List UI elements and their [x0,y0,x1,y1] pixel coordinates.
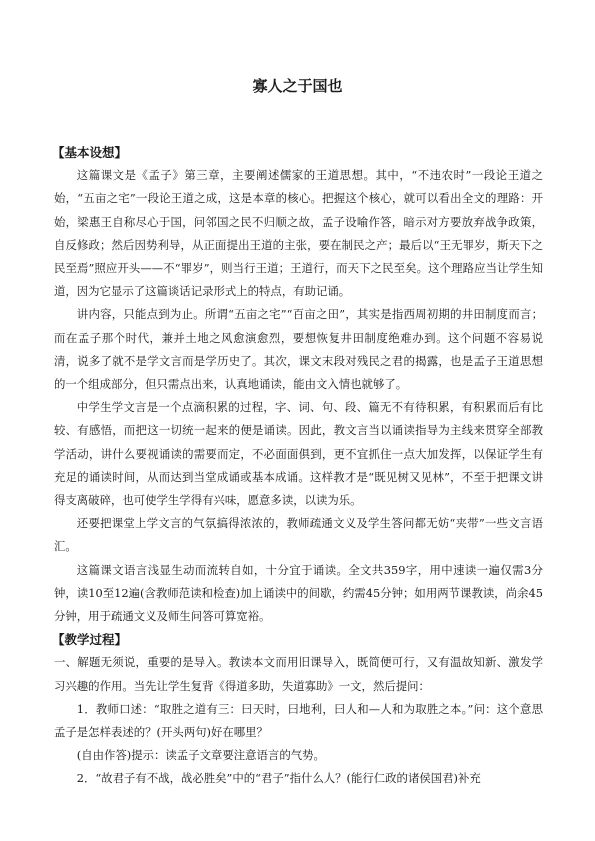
paragraph: 还要把课堂上学文言的气氛搞得浓浓的，教师疏通文义及学生答问都无妨“夹带”一些文言语汇。 [54,516,543,554]
section-heading-teaching-process: 【教学过程】 [52,632,128,648]
paragraph: 中学生学文言是一个点滴积累的过程，字、词、句、段、篇无不有待积累，有积累而后有比较、有感悟，而把这一切统一起来的便是诵读。因此，教文言当以诵读指导为主线来贯穿全部教学活动，讲什么要视诵读的需要而定，不必面面俱到，更不宜抓住一点大加发挥，以保证学生有充足的诵读时间，从而达到当堂成诵或基本成诵。这样教才是“既见树又见林”，不至于把课文讲得支离破碎，也可使学生学得有兴味，愿意多读，以读为乐。 [54,400,543,508]
paragraph: 这篇课文是《孟子》第三章，主要阐述儒家的王道思想。其中，“不违农时”一段论王道之始，“五亩之宅”一段论王道之成，这是本章的核心。把握这个核心，就可以看出全文的理路：开始，梁惠王自称尽心于国，问邻国之民不归顺之故，孟子设喻作答，暗示对方要放弃战争政策，自反修政；然后因势利导，从正面提出王道的主张，要在制民之产；最后以“王无罪岁，斯天下之民至焉”照应开头——不“罪岁”，则当行王道；王道行，而天下之民至矣。这个理路应当让学生知道，因为它显示了这篇谈话记录形式上的特点，有助记诵。 [54,168,543,299]
paragraph: (自由作答)提示：读孟子文章要注意语言的气势。 [76,748,325,763]
paragraph: 这篇课文语言浅显生动而流转自如，十分宜于诵读。全文共359字，用中速读一遍仅需3分钟，读10至12遍(含教师范读和检查)加上诵读中的间歇，约需45分钟；如用两节课教读，尚余45分钟，用于疏通文义及师生问答可算宽裕。 [54,562,543,624]
document-body [54,141,543,791]
paragraph: 1．教师口述：“取胜之道有三：曰天时，曰地利，曰人和—人和为取胜之本。”问：这个意思孟子是怎样表述的？(开头两句)好在哪里？ [54,701,543,740]
page-title: 寡人之于国也 [252,77,343,95]
section-heading-basic-idea: 【基本设想】 [52,145,128,160]
paragraph: 讲内容，只能点到为止。所谓“五亩之宅”“百亩之田”，其实是指西周初期的井田制度而言；而在孟子那个时代，兼并土地之风愈演愈烈，要想恢复井田制度绝难办到。这个问题不容易说清，说多了就不是学文言而是学历史了。其次，课文末段对残民之君的揭露，也是孟子王道思想的一个组成部分，但只需点出来，认真地诵读，能由文入情也就够了。 [54,307,543,392]
paragraph: 一、解题无须说，重要的是导入。教读本文而用旧课导入，既简便可行，又有温故知新、激发学习兴趣的作用。当先让学生复背《得道多助，失道寡助》一文，然后提问： [54,655,543,693]
paragraph: 2．“故君子有不战，战必胜矣”中的“君子”指什么人？(能行仁政的诸侯国君)补充 [76,771,481,786]
